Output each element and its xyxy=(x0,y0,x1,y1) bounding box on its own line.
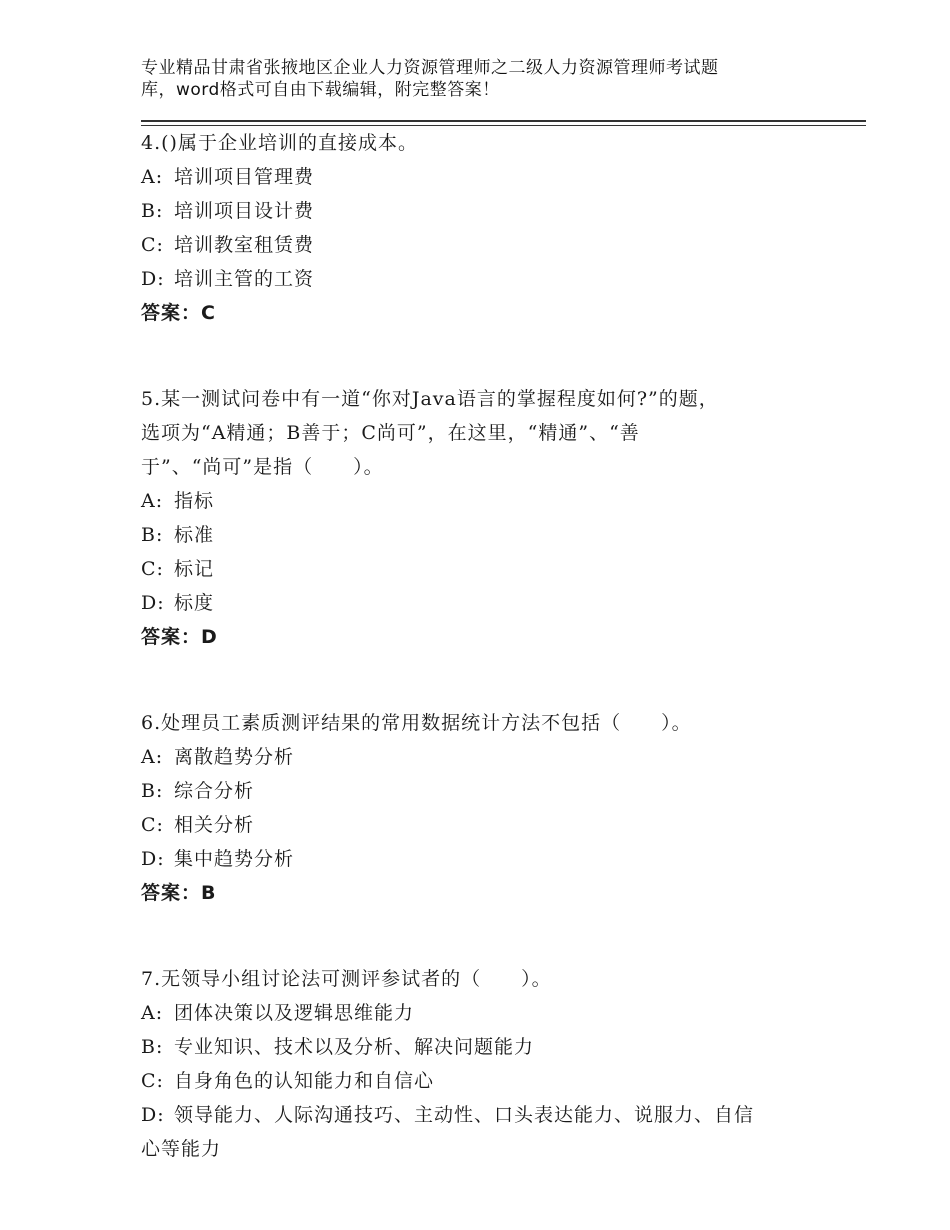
option-label: B: xyxy=(141,524,164,546)
option-d xyxy=(141,586,861,620)
question-spacer xyxy=(141,910,861,962)
option-a xyxy=(141,160,861,194)
option-text: 培训项目管理费 xyxy=(174,166,315,188)
option-text: 专业知识、技术以及分析、解决问题能力 xyxy=(174,1036,535,1058)
option-label: C: xyxy=(141,558,164,580)
option-label: D: xyxy=(141,1104,165,1126)
question-7 xyxy=(141,962,861,1166)
option-text: 综合分析 xyxy=(174,780,255,802)
answer-line: 答案：D xyxy=(141,626,218,648)
question-stem: 5.某一测试问卷中有一道“你对Java语言的掌握程度如何?”的题， xyxy=(141,388,719,410)
question-stem: 6.处理员工素质测评结果的常用数据统计方法不包括（ ）。 xyxy=(141,712,692,734)
option-text: 离散趋势分析 xyxy=(174,746,295,768)
option-a xyxy=(141,996,861,1030)
option-d xyxy=(141,262,861,296)
option-text: 自身角色的认知能力和自信心 xyxy=(174,1070,435,1092)
header-line-2: 库，word格式可自由下载编辑，附完整答案！ xyxy=(141,80,500,100)
option-d xyxy=(141,842,861,876)
option-label: A: xyxy=(141,166,164,188)
question-stem: 4.()属于企业培训的直接成本。 xyxy=(141,132,418,154)
option-b xyxy=(141,1030,861,1064)
question-6 xyxy=(141,706,861,910)
question-stem-cont: 选项为“A精通；B善于；C尚可”，在这里，“精通”、“善 xyxy=(141,422,640,444)
option-text: 培训教室租赁费 xyxy=(174,234,315,256)
option-c xyxy=(141,808,861,842)
question-5 xyxy=(141,382,861,654)
option-label: B: xyxy=(141,200,164,222)
option-label: A: xyxy=(141,746,164,768)
answer-line: 答案：C xyxy=(141,302,216,324)
option-text: 集中趋势分析 xyxy=(174,848,295,870)
option-label: A: xyxy=(141,490,164,512)
option-b xyxy=(141,194,861,228)
header-line-1: 专业精品甘肃省张掖地区企业人力资源管理师之二级人力资源管理师考试题 xyxy=(141,58,719,78)
option-c xyxy=(141,228,861,262)
option-text: 标度 xyxy=(174,592,215,614)
option-label: C: xyxy=(141,1070,164,1092)
option-label: B: xyxy=(141,1036,164,1058)
option-text: 培训项目设计费 xyxy=(174,200,315,222)
question-spacer xyxy=(141,654,861,706)
option-label: C: xyxy=(141,234,164,256)
option-c xyxy=(141,1064,861,1098)
option-label: D: xyxy=(141,592,165,614)
option-label: B: xyxy=(141,780,164,802)
question-spacer xyxy=(141,330,861,382)
option-d-continued xyxy=(141,1132,861,1166)
option-b xyxy=(141,518,861,552)
question-stem-cont: 于”、“尚可”是指（ ）。 xyxy=(141,456,384,478)
option-label: D: xyxy=(141,848,165,870)
option-text: 标准 xyxy=(174,524,215,546)
option-text: 团体决策以及逻辑思维能力 xyxy=(174,1002,415,1024)
option-text: 相关分析 xyxy=(174,814,255,836)
question-list xyxy=(141,126,861,1166)
document-header xyxy=(141,57,841,101)
option-text: 培训主管的工资 xyxy=(174,268,315,290)
option-label: D: xyxy=(141,268,165,290)
question-4 xyxy=(141,126,861,330)
option-text: 指标 xyxy=(174,490,215,512)
option-text: 标记 xyxy=(174,558,215,580)
option-a xyxy=(141,484,861,518)
option-a xyxy=(141,740,861,774)
question-stem: 7.无领导小组讨论法可测评参试者的（ ）。 xyxy=(141,968,552,990)
header-divider-thick xyxy=(141,120,866,122)
option-label: C: xyxy=(141,814,164,836)
option-text: 心等能力 xyxy=(141,1138,222,1160)
option-c xyxy=(141,552,861,586)
answer-line: 答案：B xyxy=(141,882,217,904)
option-b xyxy=(141,774,861,808)
option-text: 领导能力、人际沟通技巧、主动性、口头表达能力、说服力、自信 xyxy=(174,1104,755,1126)
option-d xyxy=(141,1098,861,1132)
option-label: A: xyxy=(141,1002,164,1024)
